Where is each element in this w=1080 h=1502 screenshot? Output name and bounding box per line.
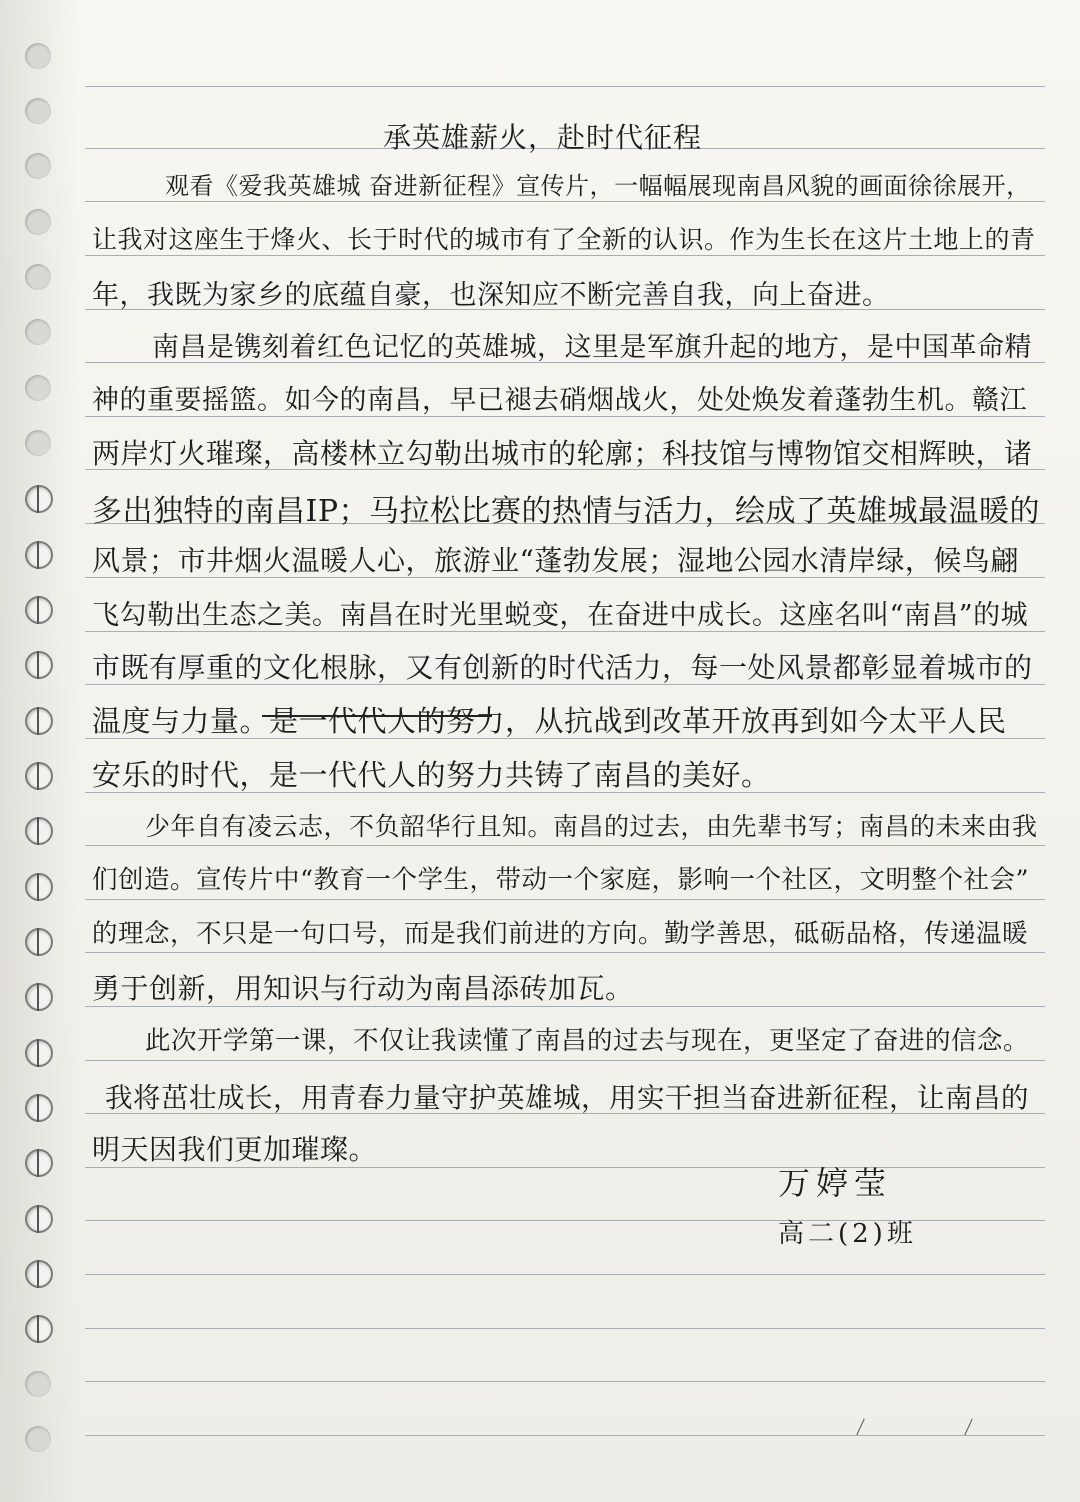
essay-line: 多出独特的南昌IP；马拉松比赛的热情与活力，绘成了英雄城最温暖的 <box>92 494 1041 529</box>
binder-hole <box>25 98 51 124</box>
essay-line: 温度与力量。是一代代人的努力，从抗战到改革开放再到如今太平人民 <box>92 704 1007 738</box>
ruled-line <box>85 201 1045 202</box>
binder-hole-torn <box>25 1039 53 1067</box>
essay-line: 两岸灯火璀璨，高楼林立勾勒出城市的轮廓；科技馆与博物馆交相辉映，诸 <box>92 437 1033 470</box>
ruled-line <box>85 1060 1045 1061</box>
ruled-line <box>85 1435 1045 1436</box>
binder-hole-torn <box>25 928 53 956</box>
essay-line: 的理念，不只是一句口号，而是我们前进的方向。勤学善思，砥砺品格，传递温暖 <box>92 919 1029 949</box>
binder-hole <box>25 375 51 401</box>
binder-hole <box>25 319 51 345</box>
binder-hole-torn <box>25 762 53 790</box>
strikethrough-mark <box>262 715 492 717</box>
binder-hole-torn <box>25 541 53 569</box>
binder-hole <box>25 153 51 179</box>
ruled-line <box>85 86 1045 87</box>
essay-title: 承英雄薪火，赴时代征程 <box>383 121 703 154</box>
ruled-line <box>85 845 1045 846</box>
essay-line: 我将茁壮成长，用青春力量守护英雄城，用实干担当奋进新征程，让南昌的 <box>105 1082 1029 1114</box>
pen-mark <box>964 1419 973 1436</box>
essay-line: 神的重要摇篮。如今的南昌，早已褪去硝烟战火，处处焕发着蓬勃生机。赣江 <box>92 385 1027 416</box>
author-signature: 万婷莹 <box>778 1164 893 1202</box>
binder-hole-torn <box>25 596 53 624</box>
class-label: 高二(2)班 <box>778 1219 917 1249</box>
essay-line: 南昌是镌刻着红色记忆的英雄城，这里是军旗升起的地方，是中国革命精 <box>152 332 1032 363</box>
ruled-line <box>85 899 1045 900</box>
ruled-line <box>85 1328 1045 1329</box>
binder-hole-torn <box>25 1094 53 1122</box>
essay-line: 让我对这座生于烽火、长于时代的城市有了全新的认识。作为生长在这片土地上的青 <box>92 225 1036 254</box>
binder-hole-torn <box>25 1260 53 1288</box>
binder-hole <box>25 264 51 290</box>
binder-hole <box>25 209 51 235</box>
binder-hole-torn <box>25 1149 53 1177</box>
essay-line: 明天因我们更加璀璨。 <box>92 1133 378 1166</box>
binder-hole-torn <box>25 983 53 1011</box>
binder-hole <box>25 1426 51 1452</box>
binder-hole-torn <box>25 873 53 901</box>
essay-line: 风景；市井烟火温暖人心，旅游业“蓬勃发展；湿地公园水清岸绿，候鸟翩 <box>92 544 1019 577</box>
essay-line: 少年自有凌云志，不负韶华行且知。南昌的过去，由先辈书写；南昌的未来由我 <box>145 812 1038 841</box>
essay-line: 市既有厚重的文化根脉，又有创新的时代活力，每一处风景都彰显着城市的 <box>92 651 1033 684</box>
essay-line: 飞勾勒出生态之美。南昌在时光里蜕变，在奋进中成长。这座名叫“南昌”的城 <box>92 600 1029 631</box>
ruled-line <box>85 952 1045 953</box>
binder-hole <box>25 1371 51 1397</box>
essay-line: 观看《爱我英雄城 奋进新征程》宣传片，一幅幅展现南昌风貌的画面徐徐展开， <box>165 172 1031 200</box>
essay-line: 勇于创新，用知识与行动为南昌添砖加瓦。 <box>92 972 634 1005</box>
essay-line: 此次开学第一课，不仅让我读懂了南昌的过去与现在，更坚定了奋进的信念。 <box>145 1026 1030 1056</box>
binder-hole-torn <box>25 485 53 513</box>
binder-hole-torn <box>25 651 53 679</box>
binder-hole-torn <box>25 1205 53 1233</box>
ruled-line <box>85 1274 1045 1275</box>
ruled-line <box>85 1381 1045 1382</box>
binder-hole-torn <box>25 817 53 845</box>
essay-line: 安乐的时代，是一代代人的努力共铸了南昌的美好。 <box>92 758 771 792</box>
binder-hole-torn <box>25 1315 53 1343</box>
essay-line: 们创造。宣传片中“教育一个学生，带动一个家庭，影响一个社区，文明整个社会” <box>92 865 1030 895</box>
binder-hole-torn <box>25 707 53 735</box>
pen-mark <box>856 1419 865 1436</box>
binder-hole <box>25 430 51 456</box>
essay-line: 年，我既为家乡的底蕴自豪，也深知应不断完善自我，向上奋进。 <box>92 280 890 311</box>
binder-hole <box>25 43 51 69</box>
